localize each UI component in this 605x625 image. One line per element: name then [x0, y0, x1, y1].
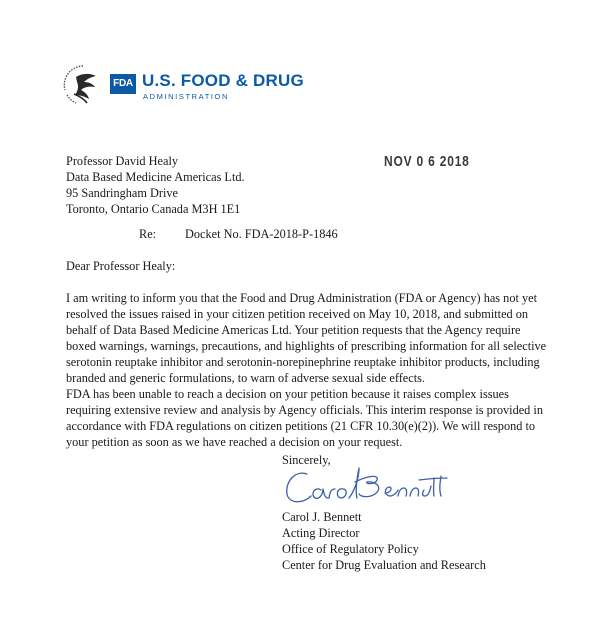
- address-line: Toronto, Ontario Canada M3H 1E1: [66, 202, 241, 216]
- salutation: Dear Professor Healy:: [66, 259, 176, 273]
- paragraph-line: branded and generic formulations, to warn of adverse sexual side effects.: [66, 371, 425, 385]
- paragraph-line: I am writing to inform you that the Food and Drug Administration (FDA or Agency) has not yet: [66, 291, 537, 305]
- signer-title: Acting Director: [282, 526, 360, 540]
- docket-number: Docket No. FDA-2018-P-1846: [185, 227, 338, 241]
- signature-block: [282, 509, 486, 573]
- paragraph-line: accordance with FDA regulations on citizen petitions (21 CFR 10.30(e)(2)). We will respond to: [66, 419, 536, 433]
- date-stamp: NOV 0 6 2018: [384, 153, 470, 170]
- paragraph-line: boxed warnings, warnings, precautions, and highlights of prescribing information for all selective: [66, 339, 547, 353]
- hhs-seal-icon: [62, 64, 104, 106]
- address-line: Professor David Healy: [66, 154, 179, 168]
- body-paragraph-2: [66, 386, 543, 450]
- signer-name: Carol J. Bennett: [282, 510, 362, 524]
- address-line: 95 Sandringham Drive: [66, 186, 179, 200]
- paragraph-line: behalf of Data Based Medicine Americas Ltd. Your petition requests that the Agency require: [66, 323, 521, 337]
- agency-subtitle: ADMINISTRATION: [143, 92, 230, 101]
- paragraph-line: serotonin reuptake inhibitor and serotonin-norepinephrine reuptake inhibitor products, including: [66, 355, 540, 369]
- reference-line: [139, 226, 338, 242]
- fda-logo-badge: FDA: [110, 74, 136, 94]
- agency-name: U.S. FOOD & DRUG: [142, 71, 304, 90]
- signer-center: Center for Drug Evaluation and Research: [282, 558, 486, 572]
- handwritten-signature: [281, 460, 451, 508]
- paragraph-line: your petition as soon as we have reached a decision on your request.: [66, 435, 403, 449]
- recipient-address: [66, 153, 245, 217]
- reference-label: Re:: [139, 227, 157, 241]
- paragraph-line: FDA has been unable to reach a decision on your petition because it raises complex issues: [66, 387, 509, 401]
- signer-office: Office of Regulatory Policy: [282, 542, 419, 556]
- closing: Sincerely,: [282, 453, 331, 467]
- paragraph-line: resolved the issues raised in your citizen petition received on May 10, 2018, and submitted on: [66, 307, 529, 321]
- paragraph-line: requiring extensive review and analysis by Agency officials. This interim response is provided in: [66, 403, 543, 417]
- body-paragraph-1: [66, 290, 546, 386]
- address-line: Data Based Medicine Americas Ltd.: [66, 170, 245, 184]
